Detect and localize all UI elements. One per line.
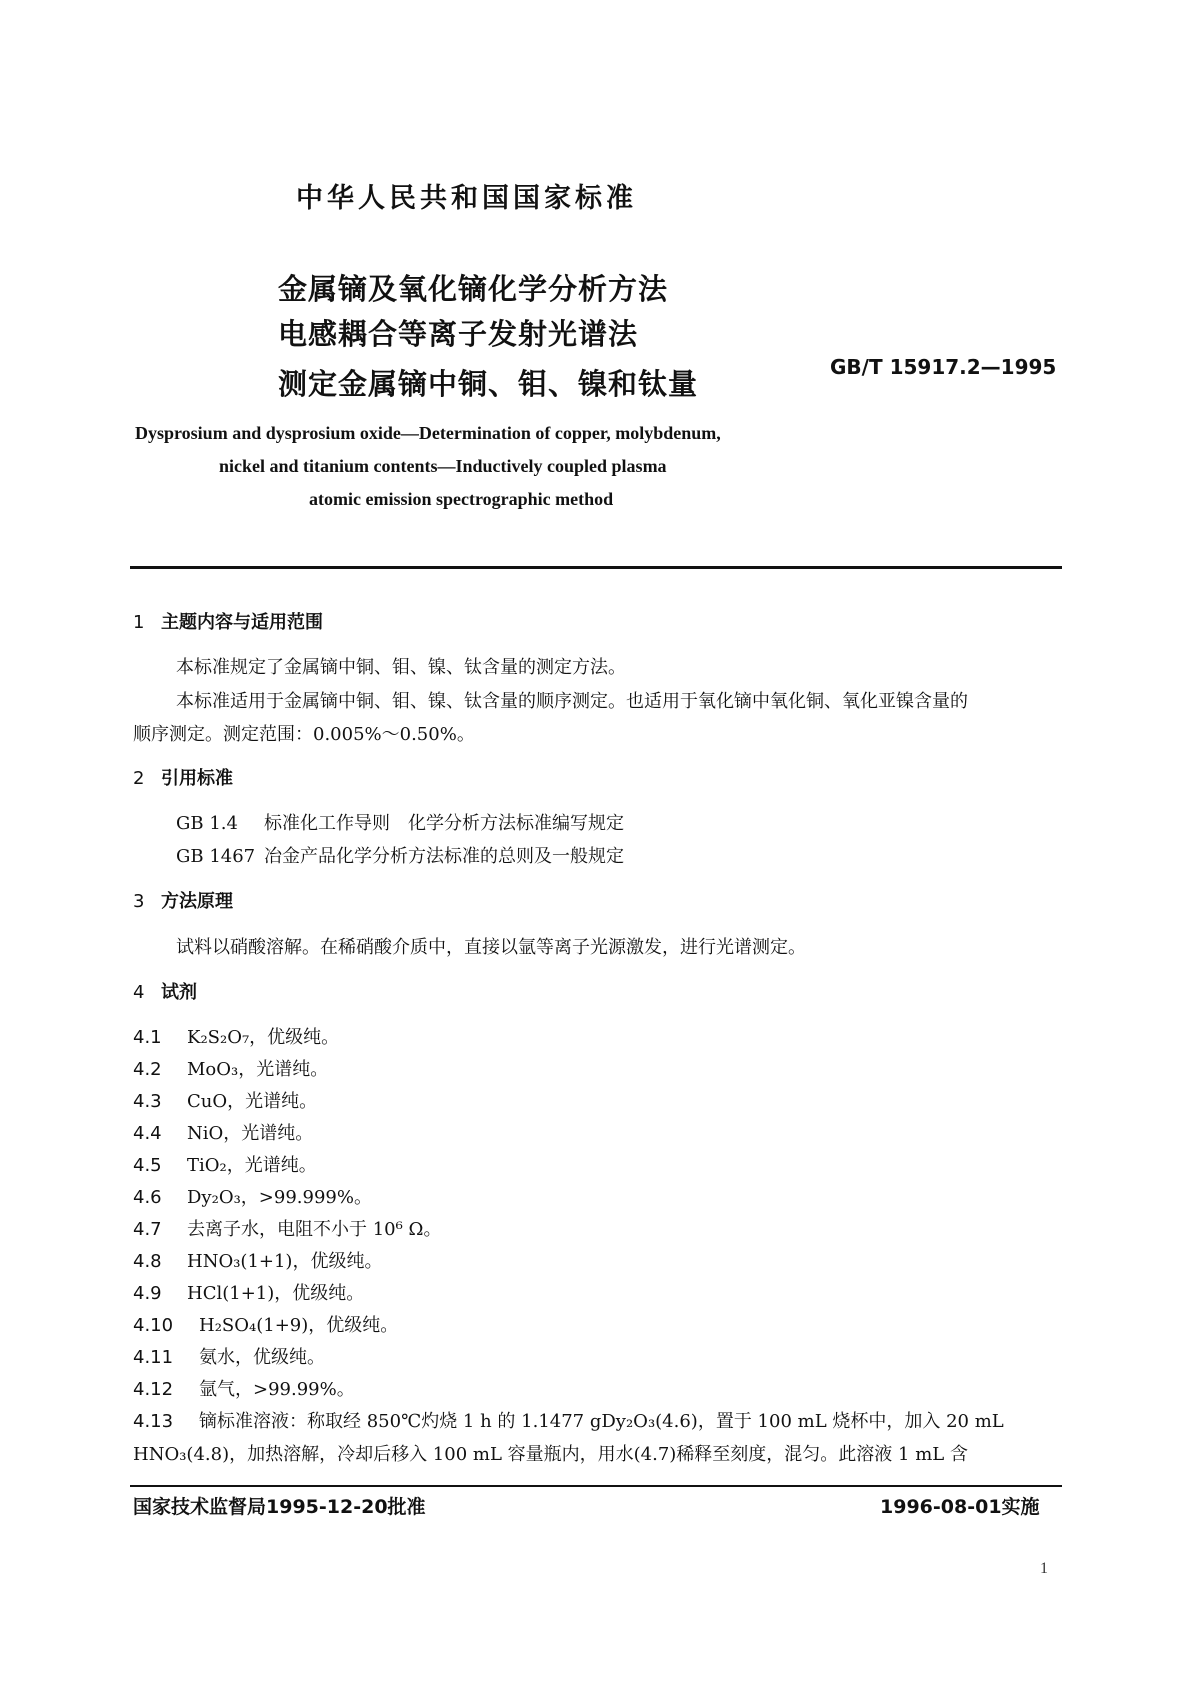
item-text: 去离子水，电阻不小于 10⁶ Ω。 xyxy=(187,1219,442,1240)
reagent-item xyxy=(133,1183,372,1209)
standard-number: GB/T 15917.2—1995 xyxy=(830,355,1057,379)
section-1-paragraph-1: 本标准规定了金属镝中铜、钼、镍、钛含量的测定方法。 xyxy=(176,657,626,678)
reagent-item xyxy=(133,1215,442,1241)
section-number: 3 xyxy=(133,891,145,912)
section-title: 试剂 xyxy=(161,982,197,1003)
reagent-item xyxy=(133,1055,328,1081)
reagent-item xyxy=(133,1343,325,1369)
item-number: 4.12 xyxy=(133,1379,174,1400)
reference-code: GB 1.4 xyxy=(176,813,238,834)
reagent-item xyxy=(133,1375,355,1401)
item-text: TiO₂，光谱纯。 xyxy=(187,1155,317,1176)
item-text: CuO，光谱纯。 xyxy=(187,1091,318,1112)
header-divider xyxy=(130,566,1062,569)
reference-code: GB 1467 xyxy=(176,846,256,867)
reagent-4-13-continuation: HNO₃(4.8)，加热溶解，冷却后移入 100 mL 容量瓶内，用水(4.7)稀释至刻度，混匀。此溶液 1 mL 含 xyxy=(133,1444,968,1465)
item-text: 氩气，>99.99%。 xyxy=(199,1379,355,1400)
en-title-line-1: Dysprosium and dysprosium oxide—Determination of copper, molybdenum, xyxy=(135,423,721,443)
reference-2 xyxy=(176,842,624,868)
reagent-item xyxy=(133,1279,364,1305)
cn-title-line-2: 电感耦合等离子发射光谱法 xyxy=(278,317,639,351)
en-title-line-2: nickel and titanium contents—Inductively coupled plasma xyxy=(219,456,667,476)
en-title-line-3: atomic emission spectrographic method xyxy=(309,489,614,509)
item-number: 4.9 xyxy=(133,1283,162,1304)
item-text: K₂S₂O₇，优级纯。 xyxy=(187,1027,340,1048)
item-number: 4.4 xyxy=(133,1123,162,1144)
reagent-item xyxy=(133,1247,382,1273)
item-number: 4.5 xyxy=(133,1155,162,1176)
section-number: 1 xyxy=(133,612,145,633)
page-number: 1 xyxy=(1040,1560,1048,1577)
item-number: 4.3 xyxy=(133,1091,162,1112)
section-1-heading xyxy=(133,608,323,634)
item-text: MoO₃，光谱纯。 xyxy=(187,1059,329,1080)
section-number: 2 xyxy=(133,768,145,789)
item-number: 4.7 xyxy=(133,1219,162,1240)
section-title: 引用标准 xyxy=(161,768,233,789)
item-text: Dy₂O₃，>99.999%。 xyxy=(187,1187,372,1208)
reagent-item xyxy=(133,1311,398,1337)
reference-1 xyxy=(176,809,624,835)
item-number: 4.6 xyxy=(133,1187,162,1208)
cn-title-line-1: 金属镝及氧化镝化学分析方法 xyxy=(278,272,669,306)
item-number: 4.11 xyxy=(133,1347,174,1368)
item-text: HNO₃(1+1)，优级纯。 xyxy=(187,1251,383,1272)
item-text: 氨水，优级纯。 xyxy=(199,1347,325,1368)
item-text: H₂SO₄(1+9)，优级纯。 xyxy=(199,1315,399,1336)
item-text: NiO，光谱纯。 xyxy=(187,1123,314,1144)
reagent-item xyxy=(133,1407,1004,1433)
item-number: 4.13 xyxy=(133,1411,174,1432)
approval-statement: 国家技术监督局1995-12-20批准 xyxy=(133,1496,426,1518)
section-title: 方法原理 xyxy=(161,891,233,912)
section-1-paragraph-2: 本标准适用于金属镝中铜、钼、镍、钛含量的顺序测定。也适用于氧化镝中氧化铜、氧化亚镍含量的 xyxy=(176,691,968,712)
reference-text: 冶金产品化学分析方法标准的总则及一般规定 xyxy=(264,846,624,867)
cn-title-line-3: 测定金属镝中铜、钼、镍和钛量 xyxy=(278,367,699,401)
item-number: 4.2 xyxy=(133,1059,162,1080)
reagent-item xyxy=(133,1119,313,1145)
section-3-paragraph: 试料以硝酸溶解。在稀硝酸介质中，直接以氩等离子光源激发，进行光谱测定。 xyxy=(176,937,806,958)
implementation-date: 1996-08-01实施 xyxy=(880,1496,1040,1518)
section-3-heading xyxy=(133,887,233,913)
footer-divider xyxy=(130,1485,1062,1487)
item-number: 4.1 xyxy=(133,1027,162,1048)
item-number: 4.10 xyxy=(133,1315,174,1336)
reference-text: 标准化工作导则 化学分析方法标准编写规定 xyxy=(264,813,624,834)
item-text: 镝标准溶液：称取经 850℃灼烧 1 h 的 1.1477 gDy₂O₃(4.6)，置于 100 mL 烧杯中，加入 20 mL xyxy=(199,1411,1004,1432)
section-2-heading xyxy=(133,764,233,790)
item-number: 4.8 xyxy=(133,1251,162,1272)
reagent-item xyxy=(133,1151,317,1177)
national-standard-title: 中华人民共和国国家标准 xyxy=(296,183,637,214)
item-text: HCl(1+1)，优级纯。 xyxy=(187,1283,365,1304)
reagent-item xyxy=(133,1023,339,1049)
section-title: 主题内容与适用范围 xyxy=(161,612,323,633)
section-number: 4 xyxy=(133,982,145,1003)
reagent-item xyxy=(133,1087,317,1113)
section-1-paragraph-3: 顺序测定。测定范围：0.005%～0.50%。 xyxy=(133,724,475,745)
section-4-heading xyxy=(133,978,197,1004)
